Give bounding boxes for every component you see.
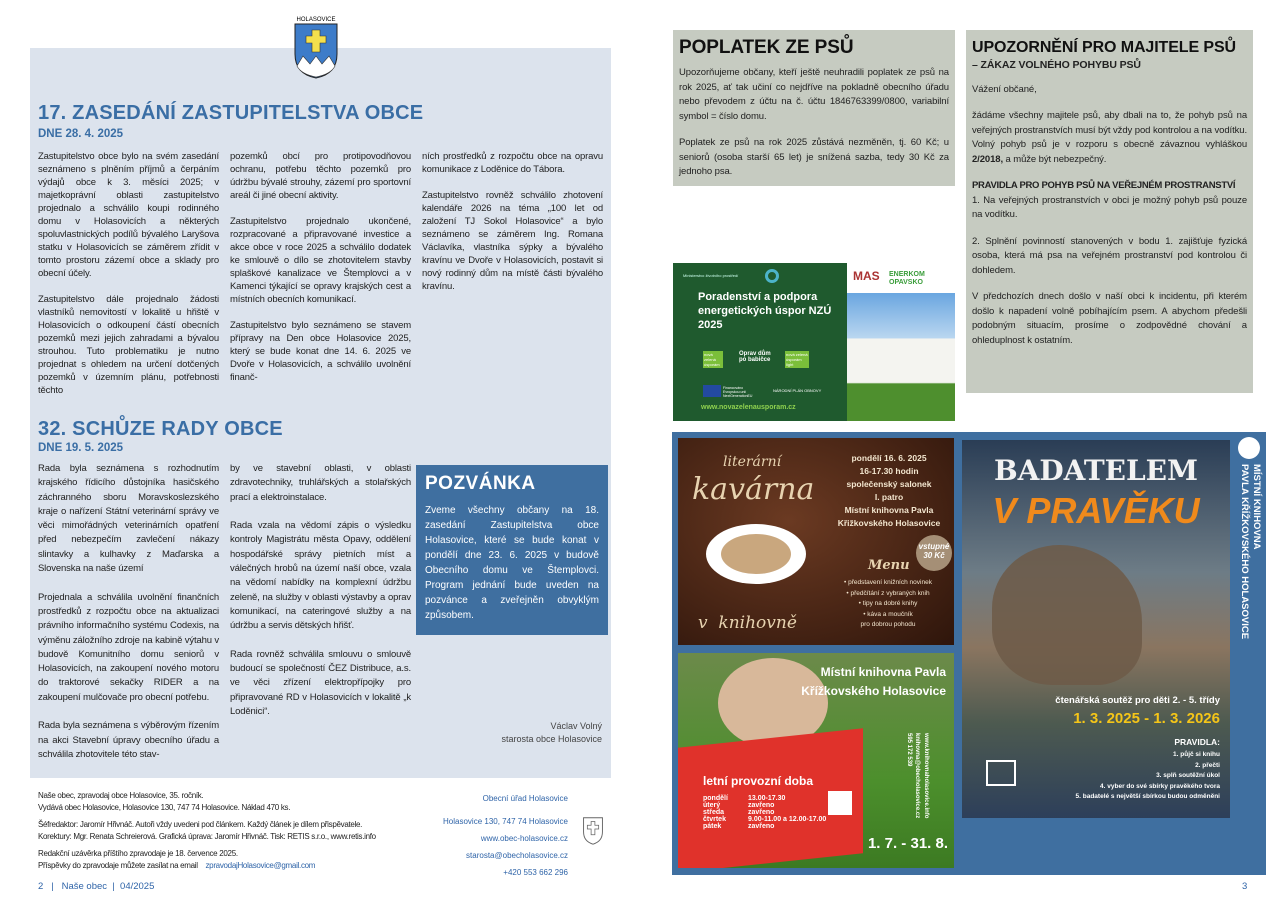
hours-row bbox=[703, 816, 826, 823]
section-title-council: 32. SCHŮZE RADY OBCE bbox=[38, 418, 283, 440]
paragraph: Zastupitelstvo dále projednalo žádosti vlastníků nemovitostí v lokalitě u hřiště v Holasovicích o odkoupení částí obecních pozemků mezi jejich zahradami a bývalou strouhou. Tuto problematiku je nutno projednat s ohledem na určení dotčených pozemků v územním plánu, potřebnosti těchto bbox=[38, 294, 219, 396]
invitation-box bbox=[416, 465, 608, 635]
side-label-line: PAVLA KŘÍŽKOVSKÉHO HOLASOVICE bbox=[1239, 464, 1250, 640]
paragraph: pozemků obcí pro protipovodňovou ochranu, potřebu těchto pozemků pro údržbu bývalé strouhy, zázemí pro sportovní areál či jiné obecní aktivity. bbox=[230, 151, 411, 201]
text: a může být nebezpečný. bbox=[1003, 153, 1107, 165]
menu-items bbox=[828, 578, 948, 631]
library-name: Místní knihovna Pavla Křížkovského Holasovice bbox=[801, 665, 946, 698]
hours-row bbox=[703, 809, 826, 816]
menu-item: • představení knižních novinek bbox=[844, 579, 932, 586]
paragraph: Zastupitelstvo rovněž schválilo zhotovení kalendáře 2026 na téma „100 let od založení TJ Sokol Holasovice“ a bylo seznámeno se záměrem Ing. Romana Václavíka, vlastníka sýpky a bývalého kravínu ve Dvoře v Holasovicích, postavit si nový rodinný dům na místě části bývalého kravínu. bbox=[422, 190, 603, 292]
dog-notice-title: UPOZORNĚNÍ PRO MAJITELE PSŮ bbox=[972, 39, 1236, 56]
cafe-title-line: literární bbox=[723, 454, 782, 470]
hours: 13.00-17.30 bbox=[748, 795, 786, 802]
contest-dates: 1. 3. 2025 - 1. 3. 2026 bbox=[1073, 710, 1220, 727]
coffee-cup-icon bbox=[706, 524, 806, 584]
paragraph: Rada byla seznámena s výběrovým řízením na akci Stavební úpravy obecního úřadu a schválila zhotovitele této stav- bbox=[38, 720, 219, 760]
svg-text:HOLASOVICE: HOLASOVICE bbox=[296, 17, 336, 23]
library-hours-poster bbox=[678, 653, 954, 868]
rule: 2. přečti bbox=[1195, 761, 1220, 769]
section-title-assembly: 17. ZASEDÁNÍ ZASTUPITELSTVA OBCE bbox=[38, 102, 424, 124]
info-line: I. patro bbox=[874, 492, 904, 502]
imprint-line: Naše obec, zpravodaj obce Holasovice, 35. ročník. bbox=[38, 791, 204, 800]
paragraph: ních prostředků z rozpočtu obce na opravu komunikace z Loděnice do Tábora. bbox=[422, 151, 603, 175]
dog-owners-notice-box bbox=[966, 30, 1253, 393]
office-phone: +420 553 662 296 bbox=[503, 868, 568, 877]
paragraph: by ve stavební oblasti, v oblasti zdravotechniky, truhlářských a stolařských prací a elektroinstalace. bbox=[230, 463, 411, 503]
hours-row bbox=[703, 823, 826, 830]
page-number-right: 3 bbox=[1242, 881, 1248, 892]
day: úterý bbox=[703, 802, 721, 809]
hours-row bbox=[703, 795, 826, 802]
imprint-line: Příspěvky do zpravodaje můžete zasílat na email bbox=[38, 861, 198, 870]
rule: 4. vyber do své sbírky pravěkého tvora bbox=[1100, 782, 1220, 790]
hours: zavřeno bbox=[748, 802, 775, 809]
summer-date-range: 1. 7. - 31. 8. bbox=[867, 835, 948, 852]
small-coat-of-arms-icon bbox=[576, 812, 610, 848]
library-logo-icon bbox=[828, 791, 852, 815]
menu-heading: Menu bbox=[868, 558, 910, 573]
editor-email-link[interactable]: zpravodajHolasovice@gmail.com bbox=[205, 861, 316, 870]
imprint bbox=[38, 790, 423, 877]
nzu-title: Poradenství a podpora energetických úspor NZÚ 2025 bbox=[698, 291, 832, 331]
menu-item: • káva a moučník bbox=[863, 610, 913, 618]
signature-role: starosta obce Holasovice bbox=[501, 734, 602, 744]
rule: 5. badatelé s největší sbírkou budou odměněni bbox=[1075, 793, 1220, 800]
rule: 3. splň soutěžní úkol bbox=[1156, 772, 1220, 779]
paragraph: Zastupitelstvo projednalo ukončené, rozpracované a připravované investice a akce obce v roce 2025 a schválilo dodatek ke smlouvě o dílo se zhotovitelem stavby splaškové kanalizace ve Štemplovci a v Kamenci týkající se opravy krajských cest a místních obecních komunikací. bbox=[230, 216, 411, 305]
municipal-coat-of-arms-logo bbox=[283, 14, 349, 82]
cafe-title-line: v knihovně bbox=[698, 613, 797, 633]
text: žádáme všechny majitele psů, aby dbali na to, že pohyb psů na veřejných prostranstvích musí být vždy pod kontrolou a na vodítku. Volný pohyb psů je v rozporu s obecně závaznou vyhláškou bbox=[972, 110, 1247, 150]
paragraph: Rada vzala na vědomí zápis o výsledku kontroly Magistrátu města Opavy, oddělení hospodářské správy pietních míst a válečných hrobů na území naší obce, vzala na vědomí nabídky na komplexní údržbu zeleně, na služby v oblasti výstavby a oprav komunikací, na cateringové služby a na údržbu a servis dětských hřišť. bbox=[230, 520, 411, 632]
info-line: Křižkovského Holasovice bbox=[837, 518, 941, 528]
invitation-title: POZVÁNKA bbox=[425, 473, 536, 494]
mas-logo: MAS bbox=[853, 269, 880, 283]
prehistory-contest-poster bbox=[962, 440, 1230, 818]
menu-item: • tipy na dobré knihy bbox=[858, 600, 918, 607]
eu-label: Financováno Evropskou unií NextGenerationEU bbox=[723, 386, 753, 398]
greeting: Vážení občané, bbox=[972, 83, 1037, 95]
council-column-2 bbox=[230, 462, 411, 734]
nzu-badge: Oprav dům po babičce bbox=[739, 351, 771, 363]
day: středa bbox=[703, 809, 725, 816]
house-photo bbox=[847, 293, 955, 421]
nzu-website-link[interactable]: www.novazelenausporam.cz bbox=[701, 404, 796, 411]
imprint-line: Redakční uzávěrka příštího zpravodaje je 18. července 2025. bbox=[38, 849, 238, 858]
info-line: pondělí 16. 6. 2025 bbox=[851, 453, 927, 463]
paragraph: Rada byla seznámena s rozhodnutím krajského řídicího důstojníka hasičského záchranného sboru Moravskoslezského kraje o nařízení Státní veterinární správy ve věci mimořádných veterinárních opatření před nebezpečím zavlečení nákazy slintavky a kulhavky z Maďarska a Slovenska na naše území bbox=[38, 463, 219, 575]
decree-number: 2/2018, bbox=[972, 153, 1003, 165]
invitation-text: Zveme všechny občany na 18. zasedání Zastupitelstva obce Holasovice, které se bude konat v pondělí dne 23. 6. 2025 v budově Obecního domu ve Štemplovci. Program jednání bude uveden na pozvánce a zveřejněn obvyklým způsobem. bbox=[425, 505, 599, 621]
rule: 1. půjč si knihu bbox=[1173, 751, 1220, 758]
dog-notice-subtitle: – ZÁKAZ VOLNÉHO POHYBU PSŮ bbox=[972, 59, 1141, 71]
side-label-line: MÍSTNÍ KNIHOVNA bbox=[1251, 464, 1262, 550]
office-email-link[interactable]: starosta@obecholasovice.cz bbox=[466, 851, 568, 860]
library-website[interactable]: www.knihovnaholasovice.info bbox=[923, 733, 929, 819]
library-logo-icon bbox=[1238, 437, 1260, 459]
office-contacts bbox=[430, 790, 568, 881]
paragraph: Zastupitelstvo obce bylo na svém zasedání seznámeno s plněním příjmů a čerpáním výdajů obce k 3. měsíci 2025; v majetkoprávní oblasti zastupitelstvo projednalo a schválilo koupi rodinného domu v Holasovicích a některých spoluvlastnických podílů bývalého Laryšova statku v Holasovicích se záměrem zřídit v tomto prostoru zázemí obce a sklady pro obecní účely. bbox=[38, 151, 219, 279]
cafe-title-line: kavárna bbox=[692, 472, 815, 507]
paragraph: Rada rovněž schválila smlouvu o smlouvě budoucí se společností ČEZ Distribuce, a.s. ve věci zřízení elektropřípojky pro připravované RD v Holasovicích v lokalitě „k Loděnici“. bbox=[230, 648, 411, 718]
dog-notice-text bbox=[972, 109, 1247, 167]
section-date-assembly: DNE 28. 4. 2025 bbox=[38, 128, 124, 140]
day: čtvrtek bbox=[703, 816, 726, 823]
assembly-column-1 bbox=[38, 150, 219, 410]
info-line: společenský salonek bbox=[846, 479, 932, 489]
library-contacts bbox=[905, 733, 931, 818]
office-website-link[interactable]: www.obec-holasovice.cz bbox=[480, 834, 568, 843]
summer-hours-title: letní provozní doba bbox=[703, 774, 813, 788]
page-number-left: 2 | Naše obec | 04/2025 bbox=[38, 881, 155, 892]
cafe-event-info bbox=[828, 452, 950, 530]
menu-item: • předčítání z vybraných knih bbox=[846, 589, 930, 597]
library-book-logo-icon bbox=[986, 760, 1016, 786]
assembly-column-2 bbox=[230, 150, 411, 397]
nzu-badge: nová zelená úsporám bbox=[703, 351, 723, 368]
day: pátek bbox=[703, 823, 722, 830]
day: pondělí bbox=[703, 795, 728, 802]
hours: zavřeno bbox=[748, 823, 775, 830]
dog-fee-box bbox=[673, 30, 955, 186]
contest-title: V PRAVĚKU bbox=[992, 490, 1200, 531]
entry-fee-badge: vstupné 30 Kč bbox=[916, 535, 952, 571]
library-phone: 595 172 539 bbox=[906, 733, 912, 767]
imprint-line: Korektury: Mgr. Renata Schreierová. Grafická úprava: Jaromír Hřivnáč. Tisk: RETIS s.r.o., www.retis.info bbox=[38, 832, 376, 841]
contest-rules-title: PRAVIDLA: bbox=[1174, 737, 1220, 747]
hours-table bbox=[703, 795, 826, 830]
info-line: 16-17.30 hodin bbox=[859, 466, 919, 476]
office-address: Holasovice 130, 747 74 Holasovice bbox=[443, 817, 568, 826]
office-name: Obecní úřad Holasovice bbox=[482, 794, 568, 803]
hours: zavřeno bbox=[748, 809, 775, 816]
rules-title: PRAVIDLA PRO POHYB PSŮ NA VEŘEJNÉM PROSTRANSTVÍ bbox=[972, 180, 1236, 191]
dog-fee-title: POPLATEK ZE PSŮ bbox=[679, 37, 854, 58]
paragraph: Projednala a schválila uvolnění finančních prostředků z rozpočtu obce na aktualizaci právního informačního systému Codexis, na výměnu záložního zdroje na kabině výtahu v budově Komunitního domu seniorů v Holasovicích, na zakoupení nového motoru do traktorové sekačky RIDER a na zakoupení mulčovače pro obecní potřebu. bbox=[38, 591, 219, 703]
enerkom-logo: ENERKOM OPAVSKO bbox=[889, 271, 925, 286]
dinosaur-illustration bbox=[992, 545, 1142, 685]
nzu-advertisement bbox=[673, 263, 955, 421]
ministry-label: Ministerstvo životního prostředí bbox=[683, 273, 739, 278]
rule: 1. Na veřejných prostranstvích v obci je možný pohyb psů pouze na vodítku. bbox=[972, 194, 1247, 220]
library-side-label bbox=[1238, 464, 1262, 639]
library-email[interactable]: knihovna@obecholasovice.cz bbox=[914, 733, 921, 819]
paragraph: Zastupitelstvo bylo seznámeno se stavem přípravy na Den obce Holasovice 2025, který se bude konat dne 14. 6. 2025 ve Dvoře v Holasovicích, a schválilo uvolnění finanč- bbox=[230, 320, 411, 383]
menu-item: pro dobrou pohodu bbox=[860, 621, 916, 628]
hours: 9.00-11.00 a 12.00-17.00 bbox=[748, 816, 827, 823]
section-date-council: DNE 19. 5. 2025 bbox=[38, 442, 124, 454]
hours-row bbox=[703, 802, 826, 809]
eu-flag-icon bbox=[703, 385, 721, 397]
rule: 2. Splnění povinností stanovených v bodu 1. zajišťuje fyzická osoba, která má psa na veřejném prostranství pod kontrolou či dohledem. bbox=[972, 235, 1247, 276]
literary-cafe-poster bbox=[678, 438, 954, 645]
imprint-line: Šéfredaktor: Jaromír Hřivnáč. Autoři vždy uvedeni pod článkem. Každý článek je dílem přispěvatele. bbox=[38, 820, 363, 829]
contest-subtitle: čtenářská soutěž pro děti 2. - 5. třídy bbox=[1055, 695, 1220, 706]
signature bbox=[440, 720, 602, 746]
signature-name: Václav Volný bbox=[550, 721, 602, 731]
dog-fee-text: Upozorňujeme občany, kteří ještě neuhradili poplatek ze psů na rok 2025, ať tak učiní co nejdříve na pokladně obecního úřadu nebo převodem z účtu na č. účtu 1846763399/0800, variabilní symbol = číslo domu. bbox=[679, 67, 949, 122]
incident-text: V předchozích dnech došlo v naší obci k incidentu, při kterém došlo k napadení volně pobíhajícím psem. A abychom předešli podobným situacím, prosíme o zodpovědné chování a ohleduplnost k ostatním. bbox=[972, 291, 1247, 346]
npo-label: NÁRODNÍ PLÁN OBNOVY bbox=[773, 388, 822, 393]
info-line: Místní knihovna Pavla bbox=[844, 505, 934, 515]
contest-title: BADATELEM bbox=[993, 454, 1199, 487]
nzu-badge: nová zelená úsporám light bbox=[786, 352, 808, 367]
imprint-line: Vydává obec Holasovice, Holasovice 130, 747 74 Holasovice. Náklad 470 ks. bbox=[38, 803, 291, 812]
assembly-column-3 bbox=[422, 150, 603, 306]
partner-logos bbox=[847, 263, 955, 293]
dog-fee-text: Poplatek ze psů na rok 2025 zůstává nezměněn, tj. 60 Kč; u seniorů (osoba starší 65 let) je snížená sazba, tedy 30 Kč za jednoho psa. bbox=[679, 137, 949, 177]
sfzp-logo-icon bbox=[765, 269, 779, 283]
council-column-1 bbox=[38, 462, 219, 777]
